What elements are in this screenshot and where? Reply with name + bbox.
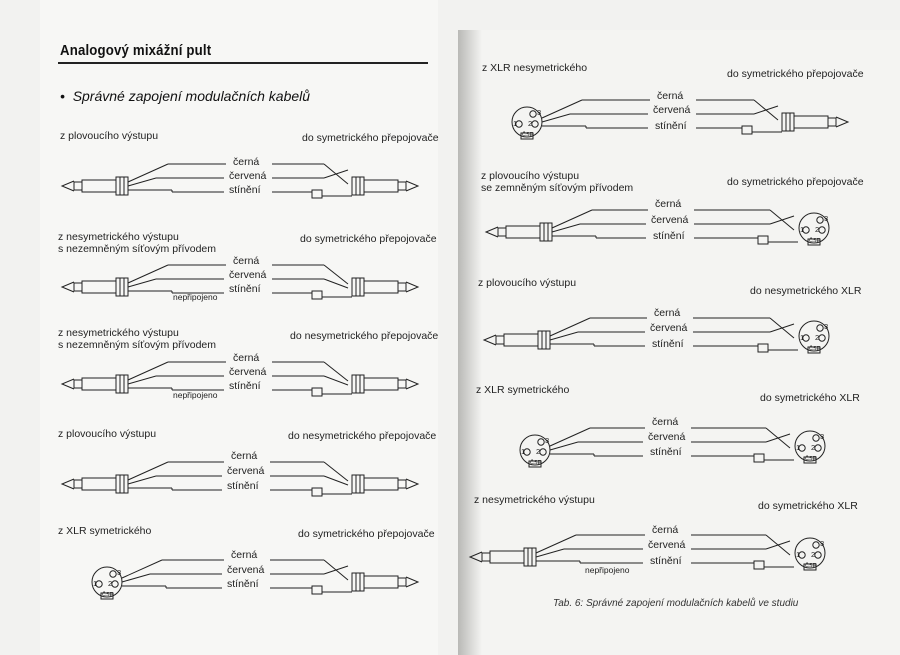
l2-wire-black-a: [128, 265, 168, 283]
r-diagram-4-wire-black: černá: [652, 416, 679, 428]
r2-dst-pin-3: [817, 217, 823, 223]
l2-dst-tip: [406, 282, 418, 292]
r5-dst-red-b: [766, 541, 790, 549]
r1-src-label-brand: ČSE: [522, 132, 534, 138]
r2-dst-label-2: 2: [815, 225, 820, 234]
r1-dst-body: [782, 113, 794, 131]
l3-shield-box: [312, 388, 322, 396]
r5-src-tip: [470, 552, 482, 562]
l3-wire-red-a: [128, 376, 156, 384]
r-diagram-5-note: nepřipojeno: [585, 565, 630, 575]
l1-shield-box: [312, 190, 322, 198]
l3-dst-body: [352, 375, 364, 393]
r5-dst-label-2: 2: [811, 550, 816, 559]
l3-dst-sleeve: [364, 378, 398, 390]
l3-dst-ring: [398, 380, 406, 388]
section-heading: • Správné zapojení modulačních kabelů: [60, 88, 311, 104]
l1-src-sleeve: [82, 180, 116, 192]
l5-dst-ring: [398, 578, 406, 586]
r4-dst-label-3: 3: [820, 432, 825, 441]
diagram-3-wire-shield: stínění: [229, 380, 261, 392]
r-diagram-5-wire-red: červená: [648, 539, 686, 551]
diagram-4-wire-shield: stínění: [227, 480, 259, 492]
r2-src-body: [540, 223, 552, 241]
diagram-2-wire-shield: stínění: [229, 283, 261, 295]
r3-dst-label-2: 2: [815, 333, 820, 342]
l5-src-pin-3: [110, 571, 116, 577]
l5-src-pin-2: [112, 581, 118, 587]
r3-src-body: [538, 331, 550, 349]
diagram-3-destination: do nesymetrického přepojovače: [290, 330, 439, 342]
r4-src-label-brand: ČSE: [530, 460, 542, 466]
diagram-1-wire-shield: stínění: [229, 184, 261, 196]
r1-src-label-1: 1: [513, 119, 518, 128]
r4-src-pin-2: [540, 449, 546, 455]
l5-src-label-brand: ČSE: [102, 592, 114, 598]
l1-wire-black-a: [128, 164, 168, 182]
diagram-3-source: z nesymetrického výstupu: [58, 327, 179, 339]
r4-dst-pin-2: [815, 445, 821, 451]
r3-dst-red-b: [770, 324, 794, 332]
r-diagram-1-wire-red: červená: [653, 104, 691, 116]
r-diagram-5-wire-shield: stínění: [650, 555, 682, 567]
l4-src-body: [116, 475, 128, 493]
l5-wire-red-a: [122, 574, 150, 582]
l1-src-tip: [62, 181, 74, 191]
r-diagram-4-wire-shield: stínění: [650, 446, 682, 458]
r5-dst-pin-3: [813, 542, 819, 548]
r5-dst-pin-2: [815, 552, 821, 558]
l5-src-label-2: 2: [108, 579, 113, 588]
diagram-1-wire-red: červená: [229, 170, 267, 182]
r4-dst-pin-3: [813, 435, 819, 441]
diagram-2-wire-black: černá: [233, 255, 260, 267]
l2-src-body: [116, 278, 128, 296]
l5-dst-tip: [406, 577, 418, 587]
l1-dst-tip: [406, 181, 418, 191]
l4-dst-black-b: [324, 462, 348, 481]
r3-src-ring: [496, 336, 504, 344]
r4-shield-box: [754, 454, 764, 462]
r-diagram-1-source: z XLR nesymetrického: [482, 62, 588, 74]
diagram-1-wire-black: černá: [233, 156, 260, 168]
l3-src-body: [116, 375, 128, 393]
r5-dst-label-brand: ČSE: [805, 563, 817, 569]
l2-src-ring: [74, 283, 82, 291]
r1-wire-red-a: [542, 114, 570, 122]
r4-src-pin-3: [538, 439, 544, 445]
l1-src-ring: [74, 182, 82, 190]
diagram-2-wire-red: červená: [229, 269, 267, 281]
r4-dst-label-brand: ČSE: [805, 456, 817, 462]
r-diagram-2-destination: do symetrického přepojovače: [727, 176, 864, 188]
diagram-3-wire-red: červená: [229, 366, 267, 378]
r2-src-sleeve: [506, 226, 540, 238]
r1-dst-sleeve: [794, 116, 828, 128]
r5-src-body: [524, 548, 536, 566]
r2-dst-label-3: 3: [824, 214, 829, 223]
diagram-2-destination: do symetrického přepojovače: [300, 233, 437, 245]
r5-src-sleeve: [490, 551, 524, 563]
r-diagram-4-source: z XLR symetrického: [476, 384, 570, 396]
r4-src-label-3: 3: [545, 436, 550, 445]
r-diagram-5-destination: do symetrického XLR: [758, 500, 858, 512]
r4-dst-red-b: [766, 434, 790, 442]
diagram-2-source-detail: s nezemněným síťovým přívodem: [58, 243, 216, 255]
r3-dst-pin-3: [817, 325, 823, 331]
r1-dst-tip: [836, 117, 848, 127]
r1-src-label-3: 3: [537, 108, 542, 117]
r3-shield-box: [758, 344, 768, 352]
r1-dst-ring: [828, 118, 836, 126]
l2-dst-sleeve: [364, 281, 398, 293]
diagram-5-destination: do symetrického přepojovače: [298, 528, 435, 540]
l5-src-label-3: 3: [117, 568, 122, 577]
r3-wire-red-a: [550, 332, 578, 340]
diagram-4-destination: do nesymetrického přepojovače: [288, 430, 437, 442]
l5-dst-body: [352, 573, 364, 591]
r4-wire-red-a: [550, 442, 578, 450]
l4-wire-black-a: [128, 462, 168, 480]
r1-src-pin-3: [530, 111, 536, 117]
r3-wire-black-a: [550, 318, 590, 336]
r5-shield-box: [754, 561, 764, 569]
r5-wire-red-a: [536, 549, 564, 557]
r3-src-sleeve: [504, 334, 538, 346]
l1-dst-sleeve: [364, 180, 398, 192]
l1-dst-red-b: [324, 170, 348, 178]
table-caption: Tab. 6: Správné zapojení modulačních kabelů ve studiu: [553, 598, 799, 609]
l1-dst-ring: [398, 182, 406, 190]
l3-src-sleeve: [82, 378, 116, 390]
diagram-1-source: z plovoucího výstupu: [60, 130, 159, 142]
r2-dst-pin-2: [819, 227, 825, 233]
l3-dst-red-b: [324, 376, 348, 385]
l4-dst-sleeve: [364, 478, 398, 490]
r1-src-pin-2: [532, 121, 538, 127]
r2-shield-box: [758, 236, 768, 244]
l4-dst-ring: [398, 480, 406, 488]
r-diagram-5-wire-black: černá: [652, 524, 679, 536]
r3-dst-label-3: 3: [824, 322, 829, 331]
r5-src-ring: [482, 553, 490, 561]
chapter-header: Analogový mixážní pult: [60, 42, 212, 59]
l2-wire-red-a: [128, 279, 156, 287]
r2-dst-red-b: [770, 216, 794, 224]
r2-dst-label-1: 1: [800, 225, 805, 234]
r-diagram-3-wire-black: černá: [654, 307, 681, 319]
l1-src-body: [116, 177, 128, 195]
diagram-1-destination: do symetrického přepojovače: [302, 132, 439, 144]
r2-wire-black-a: [552, 210, 592, 228]
r-diagram-2-source: z plovoucího výstupu: [481, 170, 580, 182]
l3-src-tip: [62, 379, 74, 389]
l2-dst-ring: [398, 283, 406, 291]
l2-shield-box: [312, 291, 322, 299]
r4-dst-label-2: 2: [811, 443, 816, 452]
r5-dst-label-1: 1: [796, 550, 801, 559]
l4-src-tip: [62, 479, 74, 489]
l2-dst-red-b: [324, 279, 348, 288]
r3-dst-label-1: 1: [800, 333, 805, 342]
l5-src-label-1: 1: [93, 579, 98, 588]
l5-wire-black-a: [122, 560, 162, 578]
r-diagram-2-source-detail: se zemněným síťovým přívodem: [481, 182, 634, 194]
r-diagram-4-wire-red: červená: [648, 431, 686, 443]
r1-dst-red-b: [754, 106, 778, 114]
l2-dst-body: [352, 278, 364, 296]
l2-src-sleeve: [82, 281, 116, 293]
r-diagram-2-wire-black: černá: [655, 198, 682, 210]
l5-shield-box: [312, 586, 322, 594]
diagram-4-wire-red: červená: [227, 465, 265, 477]
l4-dst-red-b: [324, 476, 348, 485]
r1-src-label-2: 2: [528, 119, 533, 128]
r-diagram-5-source: z nesymetrického výstupu: [474, 494, 595, 506]
diagram-4-source: z plovoucího výstupu: [58, 428, 157, 440]
r-diagram-3-destination: do nesymetrického XLR: [750, 285, 862, 297]
diagram-2-note: nepřipojeno: [173, 292, 218, 302]
r4-src-label-1: 1: [521, 447, 526, 456]
l5-dst-sleeve: [364, 576, 398, 588]
r-diagram-1-wire-shield: stínění: [655, 120, 687, 132]
r-diagram-3-wire-red: červená: [650, 322, 688, 334]
l2-dst-black-b: [324, 265, 348, 284]
r4-dst-label-1: 1: [796, 443, 801, 452]
r1-shield-box: [742, 126, 752, 134]
diagram-3-note: nepřipojeno: [173, 390, 218, 400]
l4-src-sleeve: [82, 478, 116, 490]
r2-src-ring: [498, 228, 506, 236]
l4-dst-body: [352, 475, 364, 493]
r4-wire-black-a: [550, 428, 590, 446]
r3-dst-label-brand: ČSE: [809, 346, 821, 352]
r-diagram-3-source: z plovoucího výstupu: [478, 277, 577, 289]
l4-src-ring: [74, 480, 82, 488]
l2-src-tip: [62, 282, 74, 292]
r-diagram-4-destination: do symetrického XLR: [760, 392, 860, 404]
r3-dst-pin-2: [819, 335, 825, 341]
diagram-5-wire-shield: stínění: [227, 578, 259, 590]
r-diagram-3-wire-shield: stínění: [652, 338, 684, 350]
l4-dst-tip: [406, 479, 418, 489]
diagram-2-source: z nesymetrického výstupu: [58, 231, 179, 243]
r1-wire-black-a: [542, 100, 582, 118]
r-diagram-2-wire-red: červená: [651, 214, 689, 226]
l4-wire-red-a: [128, 476, 156, 484]
r2-dst-label-brand: ČSE: [809, 238, 821, 244]
diagram-5-wire-red: červená: [227, 564, 265, 576]
l5-dst-red-b: [324, 566, 348, 574]
l1-wire-red-a: [128, 178, 156, 186]
l1-dst-body: [352, 177, 364, 195]
diagram-4-wire-black: černá: [231, 450, 258, 462]
l3-dst-tip: [406, 379, 418, 389]
diagram-3-source-detail: s nezemněným síťovým přívodem: [58, 339, 216, 351]
l3-dst-black-b: [324, 362, 348, 381]
r2-src-tip: [486, 227, 498, 237]
l3-src-ring: [74, 380, 82, 388]
r-diagram-1-wire-black: černá: [657, 90, 684, 102]
l3-wire-black-a: [128, 362, 168, 380]
r5-dst-label-3: 3: [820, 539, 825, 548]
r5-wire-black-a: [536, 535, 576, 553]
r2-wire-red-a: [552, 224, 580, 232]
r3-src-tip: [484, 335, 496, 345]
diagram-5-source: z XLR symetrického: [58, 525, 152, 537]
r-diagram-1-destination: do symetrického přepojovače: [727, 68, 864, 80]
l4-shield-box: [312, 488, 322, 496]
r-diagram-2-wire-shield: stínění: [653, 230, 685, 242]
diagram-3-wire-black: černá: [233, 352, 260, 364]
diagram-5-wire-black: černá: [231, 549, 258, 561]
r4-src-label-2: 2: [536, 447, 541, 456]
